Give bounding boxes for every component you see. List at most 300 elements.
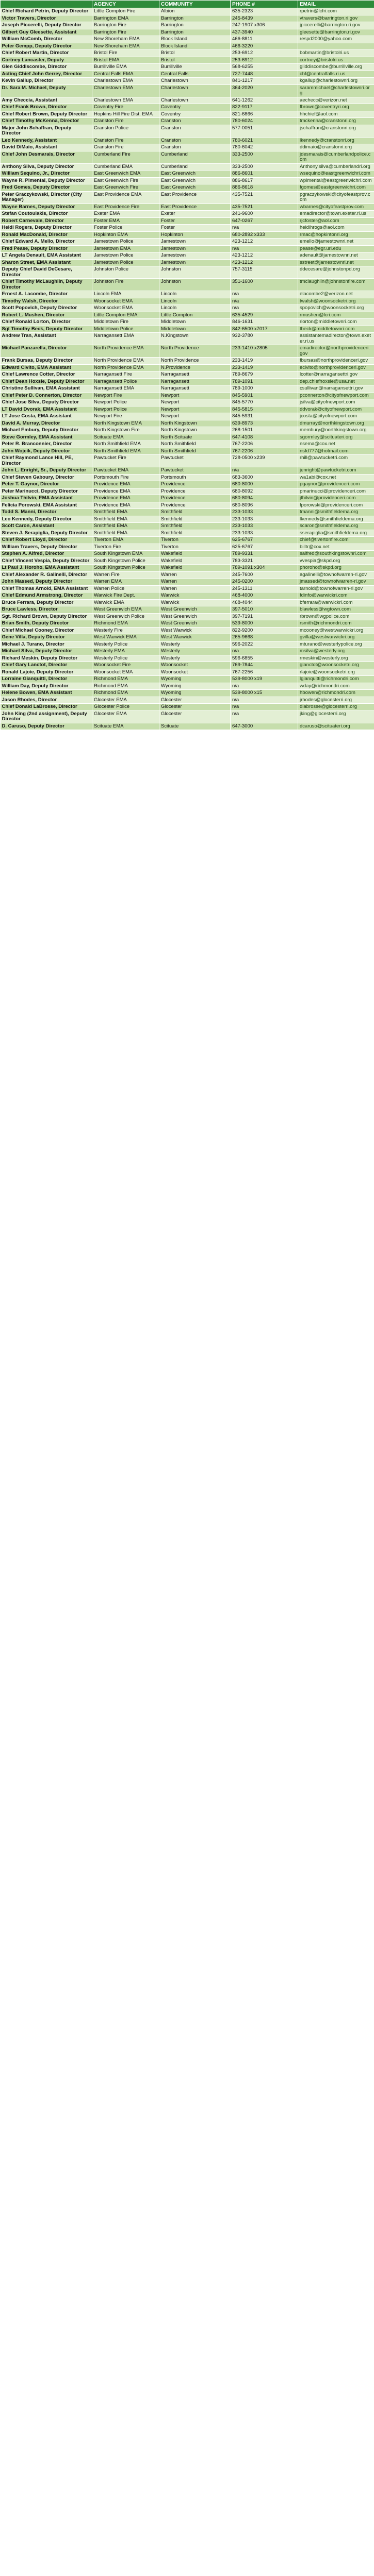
cell-agency: Hopkins Hill Fire Dist. EMA xyxy=(92,111,159,118)
cell-name: Felicia Porowski, EMA Assistant xyxy=(1,502,92,509)
cell-phone: 423-1212 xyxy=(231,259,298,266)
cell-email[interactable]: ddvorak@cityofnewport.com xyxy=(298,406,374,413)
table-row xyxy=(1,481,374,488)
cell-email[interactable]: bferrara@warwickri.com xyxy=(298,599,374,606)
cell-name: David A. Murray, Director xyxy=(1,420,92,427)
cell-phone: 423-1212 xyxy=(231,252,298,260)
cell-agency: Cumberland Fire xyxy=(92,151,159,163)
cell-phone: 845-5815 xyxy=(231,406,298,413)
table-row xyxy=(1,413,374,420)
cell-email[interactable]: ddimaio@cranstonri.org xyxy=(298,144,374,151)
table-row xyxy=(1,43,374,50)
cell-community: Cranston xyxy=(159,144,231,151)
cell-community: Smithfield xyxy=(159,523,231,530)
cell-name: Fred Pease, Deputy Director xyxy=(1,245,92,252)
cell-phone: 245-0200 xyxy=(231,579,298,586)
cell-phone: 789-1091 xyxy=(231,378,298,385)
cell-community: Charlestown xyxy=(159,97,231,104)
cell-agency: Cranston Fire xyxy=(92,118,159,125)
cell-phone: 767-2256 xyxy=(231,669,298,676)
cell-agency: Glocester EMA xyxy=(92,697,159,704)
cell-community: Jamestown xyxy=(159,259,231,266)
cell-agency: South Kingstown EMA xyxy=(92,551,159,558)
cell-name: Chief Lawrence Cotter, Director xyxy=(1,371,92,379)
cell-email[interactable]: pconnerton@cityofnewport.com xyxy=(298,392,374,399)
cell-agency: Jamestown Police xyxy=(92,252,159,260)
cell-email[interactable]: rmeskin@westerly.org xyxy=(298,655,374,662)
cell-phone: 245-1311 xyxy=(231,585,298,592)
cell-email[interactable]: dlabrosse@glocesterri.org xyxy=(298,704,374,711)
table-row xyxy=(1,151,374,163)
cell-email[interactable]: rjcfoster@aol.com xyxy=(298,217,374,225)
cell-agency: Portsmouth Fire xyxy=(92,474,159,481)
cell-email[interactable]: heidihrogs@aol.com xyxy=(298,225,374,232)
cell-phone: 423-1212 xyxy=(231,239,298,246)
cell-email[interactable]: jdesmarais@cumberlandpolice.com xyxy=(298,151,374,163)
table-row xyxy=(1,245,374,252)
cell-community: West Warwick xyxy=(159,634,231,641)
cell-email[interactable]: jking@glocesterri.org xyxy=(298,710,374,723)
cell-community: Charlestown xyxy=(159,84,231,97)
cell-community: Albion xyxy=(159,8,231,15)
cell-email[interactable]: dep.chiefhoxsie@usa.net xyxy=(298,378,374,385)
cell-email[interactable]: tmclaughlin@johnstonfire.com xyxy=(298,279,374,291)
cell-email[interactable]: aechecc@verizon.net xyxy=(298,97,374,104)
cell-email[interactable]: twalsh@woonsocketri.org xyxy=(298,298,374,305)
cell-agency: Narragansett Police xyxy=(92,378,159,385)
table-row xyxy=(1,399,374,406)
cell-community: Warren xyxy=(159,579,231,586)
table-row xyxy=(1,710,374,723)
cell-agency: Providence EMA xyxy=(92,502,159,509)
cell-phone: 822-9200 xyxy=(231,627,298,634)
cell-email[interactable]: gvilla@westwarwickri.org xyxy=(298,634,374,641)
cell-agency: Cranston Fire xyxy=(92,144,159,151)
cell-email[interactable]: emadirector@town.exeter.ri.us xyxy=(298,211,374,218)
cell-email[interactable]: respd2000@yahoo.com xyxy=(298,36,374,43)
cell-agency: Westerly Fire xyxy=(92,627,159,634)
cell-name: Chief Robert Brown, Deputy Director xyxy=(1,111,92,118)
cell-name: Chief Vincent Vespia, Deputy Director xyxy=(1,557,92,565)
cell-email[interactable]: spopovich@woonsocketri.org xyxy=(298,305,374,312)
cell-email[interactable]: kgallup@charlestownri.org xyxy=(298,78,374,85)
table-row xyxy=(1,599,374,606)
cell-email[interactable] xyxy=(298,43,374,50)
cell-agency: Lincoln EMA xyxy=(92,291,159,298)
cell-agency: Glocester Police xyxy=(92,704,159,711)
cell-phone: n/a xyxy=(231,298,298,305)
cell-name: Frank Bursas, Deputy Director xyxy=(1,358,92,365)
cell-name: Bruce Lawless, Director xyxy=(1,606,92,614)
cell-name: Sgt Timothy Beck, Deputy Director xyxy=(1,326,92,333)
cell-email[interactable]: adenault@jamestownri.net xyxy=(298,252,374,260)
cell-community: Scituate xyxy=(159,723,231,730)
cell-community: Johnston xyxy=(159,279,231,291)
table-row xyxy=(1,312,374,319)
cell-email[interactable]: elacombe2@verizon.net xyxy=(298,291,374,298)
cell-email[interactable]: hbowen@richmondri.com xyxy=(298,690,374,697)
cell-email[interactable]: tmckenna@cranstonri.org xyxy=(298,118,374,125)
cell-agency: Pawtucket EMA xyxy=(92,467,159,474)
table-row xyxy=(1,557,374,565)
cell-email[interactable]: agalinelli@townofwarren-ri.gov xyxy=(298,571,374,579)
cell-email[interactable]: rlorton@middletownri.com xyxy=(298,319,374,326)
cell-email[interactable]: rmac@hopkintonri.org xyxy=(298,231,374,239)
cell-email[interactable]: chief@tivertonfire.com xyxy=(298,537,374,544)
cell-community: Block Island xyxy=(159,43,231,50)
cell-email[interactable]: mcooney@westwarwickri.org xyxy=(298,627,374,634)
table-row xyxy=(1,137,374,144)
cell-community: East Greenwich xyxy=(159,184,231,192)
cell-email[interactable]: rsmith@richmondri.com xyxy=(298,620,374,628)
cell-community: Warwick xyxy=(159,592,231,600)
cell-email[interactable]: blawless@wgtown.com xyxy=(298,606,374,614)
cell-phone: 780-6042 xyxy=(231,144,298,151)
cell-name: Leo Kennedy, Assistant xyxy=(1,137,92,144)
table-row xyxy=(1,29,374,36)
cell-phone: 886-8601 xyxy=(231,171,298,178)
cell-agency: Bristol Fire xyxy=(92,50,159,57)
cell-email[interactable]: pgaynor@providenceri.com xyxy=(298,481,374,488)
cell-community: Cumberland xyxy=(159,151,231,163)
table-row xyxy=(1,704,374,711)
cell-email[interactable]: gleesette@barrington.ri.gov xyxy=(298,29,374,36)
cell-email[interactable]: billtr@cox.net xyxy=(298,544,374,551)
cell-agency: Warwick Fire Dept. xyxy=(92,592,159,600)
cell-community: Westerly xyxy=(159,648,231,655)
cell-email[interactable]: wbarnes@cityofeastprov.com xyxy=(298,204,374,211)
cell-email[interactable]: rbrown@wgpolice.com xyxy=(298,613,374,620)
cell-phone: 639-8973 xyxy=(231,420,298,427)
cell-name: Robert L. Mushen, Director xyxy=(1,312,92,319)
cell-community: Cranston xyxy=(159,125,231,137)
cell-email[interactable]: emadirector@northprovidenceri.gov xyxy=(298,345,374,358)
cell-community: Westerly xyxy=(159,641,231,648)
column-header-agency: AGENCY xyxy=(92,1,159,8)
cell-community: Wakefield xyxy=(159,551,231,558)
cell-community: North Scituate xyxy=(159,434,231,441)
cell-email[interactable]: assistantemadirector@town.exeter.ri.us xyxy=(298,333,374,345)
cell-email[interactable]: jmassed@townofwarren-ri.gov xyxy=(298,579,374,586)
cell-agency: Smithfield EMA xyxy=(92,509,159,516)
cell-email[interactable]: jcosta@cityofnewport.com xyxy=(298,413,374,420)
cell-email[interactable]: tarnold@townofwarren-ri.gov xyxy=(298,585,374,592)
cell-agency: Scituate EMA xyxy=(92,434,159,441)
cell-agency: Johnston Police xyxy=(92,266,159,279)
cell-phone: 932-3780 xyxy=(231,333,298,345)
cell-email[interactable]: fdinfo@warwickri.com xyxy=(298,592,374,600)
cell-email[interactable]: chf@centralfalls.ri.us xyxy=(298,71,374,78)
cell-agency: Glocester EMA xyxy=(92,710,159,723)
cell-phone: 767-2206 xyxy=(231,441,298,448)
cell-community: Bristol xyxy=(159,57,231,64)
cell-community: Warwick xyxy=(159,599,231,606)
cell-email[interactable]: sarammichael@charlestownri.org xyxy=(298,84,374,97)
cell-agency: Smithfield EMA xyxy=(92,530,159,537)
cell-email[interactable]: wpimental@eastgreenwichri.com xyxy=(298,177,374,184)
cell-email[interactable]: wday@richmondri.com xyxy=(298,683,374,690)
cell-community: Burrillville xyxy=(159,64,231,71)
cell-email[interactable]: lcotter@narragansettri.gov xyxy=(298,371,374,379)
cell-phone: 351-1600 xyxy=(231,279,298,291)
cell-email[interactable]: rlajoie@woonsocketri.org xyxy=(298,669,374,676)
cell-community: Block Island xyxy=(159,36,231,43)
cell-community: Barrington xyxy=(159,29,231,36)
cell-email[interactable]: dmurray@northkingstown.org xyxy=(298,420,374,427)
cell-email[interactable]: emello@jamestownri.net xyxy=(298,239,374,246)
cell-agency: East Greenwich Fire xyxy=(92,184,159,192)
table-row xyxy=(1,171,374,178)
table-row xyxy=(1,36,374,43)
cell-email[interactable]: rpetrin@lcfri.com xyxy=(298,8,374,15)
column-header-name xyxy=(1,1,92,8)
cell-community: Narragansett xyxy=(159,385,231,393)
cell-agency: Jamestown EMA xyxy=(92,245,159,252)
cell-phone: n/a xyxy=(231,648,298,655)
cell-community: Smithfield xyxy=(159,516,231,523)
cell-email[interactable]: dcaruso@scituateri.org xyxy=(298,723,374,730)
cell-phone: 265-9668 xyxy=(231,634,298,641)
cell-email[interactable]: jthilvin@providenceri.com xyxy=(298,495,374,502)
cell-phone: 789-1091 x304 xyxy=(231,565,298,572)
table-row xyxy=(1,502,374,509)
cell-community: Coventry xyxy=(159,104,231,111)
cell-community: Glocester xyxy=(159,710,231,723)
cell-name: Chief Richard Petrin, Deputy Director xyxy=(1,8,92,15)
cell-email[interactable]: jsilva@cityofnewport.com xyxy=(298,399,374,406)
cell-email[interactable]: salfred@southkingstownri.com xyxy=(298,551,374,558)
cell-name: Lt Paul J. Horoho, EMA Assistant xyxy=(1,565,92,572)
cell-email[interactable]: wsequino@eastgreenwichri.com xyxy=(298,171,374,178)
table-row xyxy=(1,448,374,455)
cell-phone: 886-8617 xyxy=(231,177,298,184)
cell-agency: Barrington Fire xyxy=(92,29,159,36)
cell-phone: 397-7191 xyxy=(231,613,298,620)
cell-email[interactable]: vtravers@barrington.ri.gov xyxy=(298,15,374,22)
table-row xyxy=(1,627,374,634)
cell-agency: Jamestown Police xyxy=(92,239,159,246)
cell-agency: Providence EMA xyxy=(92,488,159,495)
cell-email[interactable]: sgormley@scituateri.org xyxy=(298,434,374,441)
cell-name: Chief Frank Brown, Director xyxy=(1,104,92,111)
cell-name: Robert Carnevale, Director xyxy=(1,217,92,225)
cell-community: Tiverton xyxy=(159,537,231,544)
cell-email[interactable]: msilva@westerly.org xyxy=(298,648,374,655)
table-row xyxy=(1,217,374,225)
cell-email[interactable]: cortney@bristolri.us xyxy=(298,57,374,64)
cell-community: Lincoln xyxy=(159,291,231,298)
cell-agency: South Kingstown Police xyxy=(92,565,159,572)
cell-community: Charlestown xyxy=(159,78,231,85)
cell-agency: Richmond EMA xyxy=(92,683,159,690)
cell-name: Brian Smith, Deputy Director xyxy=(1,620,92,628)
cell-agency: Westerly Police xyxy=(92,641,159,648)
cell-community: North Kingstown xyxy=(159,427,231,434)
table-row xyxy=(1,231,374,239)
cell-phone: n/a xyxy=(231,710,298,723)
cell-phone: 845-5770 xyxy=(231,399,298,406)
cell-email[interactable]: gliddiscombe@burrillville.org xyxy=(298,64,374,71)
cell-community: Coventry xyxy=(159,111,231,118)
cell-email[interactable]: lkennedy@cranstonri.org xyxy=(298,137,374,144)
contact-sheet xyxy=(0,0,374,730)
cell-name: Wayne R. Pimental, Deputy Director xyxy=(1,177,92,184)
cell-email[interactable]: pmarinucci@providenceri.com xyxy=(298,488,374,495)
cell-phone: 680-8094 xyxy=(231,495,298,502)
cell-phone: 683-3600 xyxy=(231,474,298,481)
column-header-community: COMMUNITY xyxy=(159,1,231,8)
cell-email[interactable]: jenright@pawtucketri.com xyxy=(298,467,374,474)
cell-phone: 822-9117 xyxy=(231,104,298,111)
cell-email[interactable]: nsema@cox.net xyxy=(298,441,374,448)
cell-name: Stefan Coutoulakis, Director xyxy=(1,211,92,218)
cell-name: Joshua Thilvin, EMA Assistant xyxy=(1,495,92,502)
cell-name: Todd S. Manni, Director xyxy=(1,509,92,516)
cell-community: Newport xyxy=(159,413,231,420)
cell-email[interactable]: lkennedy@smithfieldema.org xyxy=(298,516,374,523)
cell-name: Acting Chief John Gerrey, Director xyxy=(1,71,92,78)
cell-name: Steve Gormley, EMA Assistant xyxy=(1,434,92,441)
cell-name: Amy Checcia, Assistant xyxy=(1,97,92,104)
cell-name: William McComb, Director xyxy=(1,36,92,43)
cell-name: Steven J. Serapiglia, Deputy Director xyxy=(1,530,92,537)
table-row xyxy=(1,8,374,15)
cell-community: Pawtucket xyxy=(159,455,231,467)
cell-phone: 767-2206 xyxy=(231,448,298,455)
table-row xyxy=(1,97,374,104)
cell-name: Cortney Lancaster, Deputy xyxy=(1,57,92,64)
cell-agency: Charlestown EMA xyxy=(92,97,159,104)
cell-phone: n/a xyxy=(231,467,298,474)
cell-email[interactable]: rhill@pawtucketri.com xyxy=(298,455,374,467)
cell-phone: 769-7844 xyxy=(231,662,298,669)
cell-community: Smithfield xyxy=(159,509,231,516)
cell-agency: Newport Police xyxy=(92,406,159,413)
table-row xyxy=(1,111,374,118)
cell-agency: Smithfield EMA xyxy=(92,516,159,523)
cell-community: Jamestown xyxy=(159,239,231,246)
cell-community: Warren xyxy=(159,571,231,579)
cell-email[interactable]: pgraczykowski@cityofeastprov.com xyxy=(298,191,374,204)
table-row xyxy=(1,516,374,523)
cell-community: Warren xyxy=(159,585,231,592)
cell-phone: 821-6866 xyxy=(231,111,298,118)
cell-phone: 233-1033 xyxy=(231,530,298,537)
cell-email[interactable]: fbrown@coventryri.org xyxy=(298,104,374,111)
cell-agency: Cumberland EMA xyxy=(92,163,159,171)
cell-name: Chief Edward A. Mello, Director xyxy=(1,239,92,246)
cell-name: Kevin Gallup, Director xyxy=(1,78,92,85)
cell-phone: 577-0051 xyxy=(231,125,298,137)
cell-community: North Providence xyxy=(159,345,231,358)
cell-phone: 468-4044 xyxy=(231,599,298,606)
cell-name: Leo Kennedy, Deputy Director xyxy=(1,516,92,523)
cell-email[interactable]: membury@northkingstown.org xyxy=(298,427,374,434)
table-row xyxy=(1,634,374,641)
cell-agency: East Greenwich Fire xyxy=(92,177,159,184)
cell-email[interactable]: pease@egr.uri.edu xyxy=(298,245,374,252)
cell-email[interactable]: hhchief@aol.com xyxy=(298,111,374,118)
cell-community: N.Kingstown xyxy=(159,333,231,345)
cell-agency: Burrillville EMA xyxy=(92,64,159,71)
cell-agency: Pawtucket Fire xyxy=(92,455,159,467)
cell-email[interactable]: sstreet@jamestownri.net xyxy=(298,259,374,266)
table-row xyxy=(1,118,374,125)
cell-phone: 727-7448 xyxy=(231,71,298,78)
cell-agency: West Greenwich Police xyxy=(92,613,159,620)
cell-agency: Warwick EMA xyxy=(92,599,159,606)
cell-phone: 757-3115 xyxy=(231,266,298,279)
cell-email[interactable]: fgomes@eastgreenwichri.com xyxy=(298,184,374,192)
cell-community: Wyoming xyxy=(159,690,231,697)
cell-name: Peter Graczykowski, Director (City Manager) xyxy=(1,191,92,204)
cell-name: Lorraine Gianquitti, Director xyxy=(1,676,92,683)
cell-email[interactable]: scaron@smithfieldema.org xyxy=(298,523,374,530)
cell-email[interactable]: jrhodes@glocesterri.org xyxy=(298,697,374,704)
cell-email[interactable]: nsfd777@hotmail.com xyxy=(298,448,374,455)
cell-phone: 435-7521 xyxy=(231,204,298,211)
cell-agency: Newport Fire xyxy=(92,413,159,420)
cell-community: Little Compton xyxy=(159,312,231,319)
cell-email[interactable]: jpiccerelli@barrington.ri.gov xyxy=(298,22,374,29)
cell-email[interactable]: fbursas@northprovidenceri.gov xyxy=(298,358,374,365)
cell-agency: Jamestown Police xyxy=(92,259,159,266)
table-row xyxy=(1,690,374,697)
table-row xyxy=(1,579,374,586)
table-row xyxy=(1,71,374,78)
cell-agency: Exeter EMA xyxy=(92,211,159,218)
cell-email[interactable]: ecivito@northprovidenceri.gov xyxy=(298,364,374,371)
cell-community: Westerly xyxy=(159,655,231,662)
cell-name: Chief John Desmarais, Director xyxy=(1,151,92,163)
cell-phone: 247-1907 x306 xyxy=(231,22,298,29)
table-row xyxy=(1,662,374,669)
cell-email[interactable]: lgianquitti@richmondri.com xyxy=(298,676,374,683)
cell-agency: Narragansett EMA xyxy=(92,333,159,345)
cell-name: Anthony Silva, Deputy Director xyxy=(1,163,92,171)
table-row xyxy=(1,565,374,572)
cell-phone: 233-1033 xyxy=(231,516,298,523)
cell-phone: 333-2500 xyxy=(231,151,298,163)
cell-phone: n/a xyxy=(231,225,298,232)
cell-email[interactable]: mturano@westerlypolice.org xyxy=(298,641,374,648)
cell-email[interactable]: tbeck@middletownri.com xyxy=(298,326,374,333)
cell-phone: 635-2323 xyxy=(231,8,298,15)
table-row xyxy=(1,655,374,662)
cell-agency: Central Falls EMA xyxy=(92,71,159,78)
cell-community: Woonsocket xyxy=(159,669,231,676)
cell-email[interactable]: glanctot@woonsocketri.org xyxy=(298,662,374,669)
cell-email[interactable]: bobmartin@bristolri.us xyxy=(298,50,374,57)
cell-email[interactable]: sserapiglia@smithfieldema.org xyxy=(298,530,374,537)
cell-phone: 468-4000 xyxy=(231,592,298,600)
cell-email[interactable]: jschaffran@cranstonri.org xyxy=(298,125,374,137)
cell-email[interactable]: rmushen@lcri.com xyxy=(298,312,374,319)
table-row xyxy=(1,266,374,279)
cell-email[interactable]: Anthony.silva@cumberlandri.org xyxy=(298,163,374,171)
cell-email[interactable]: phoroho@skpd.org xyxy=(298,565,374,572)
cell-email[interactable]: fporowski@providenceri.com xyxy=(298,502,374,509)
cell-phone: n/a xyxy=(231,683,298,690)
table-row xyxy=(1,358,374,365)
cell-email[interactable]: ddecesare@johnstonpd.org xyxy=(298,266,374,279)
cell-email[interactable]: tmanni@smithfieldema.org xyxy=(298,509,374,516)
cell-email[interactable]: vvespia@skpd.org xyxy=(298,557,374,565)
cell-phone: 841-1217 xyxy=(231,78,298,85)
cell-email[interactable]: csullivan@narragansettri.gov xyxy=(298,385,374,393)
cell-email[interactable]: wa1abi@cox.net xyxy=(298,474,374,481)
cell-agency: Richmond EMA xyxy=(92,676,159,683)
